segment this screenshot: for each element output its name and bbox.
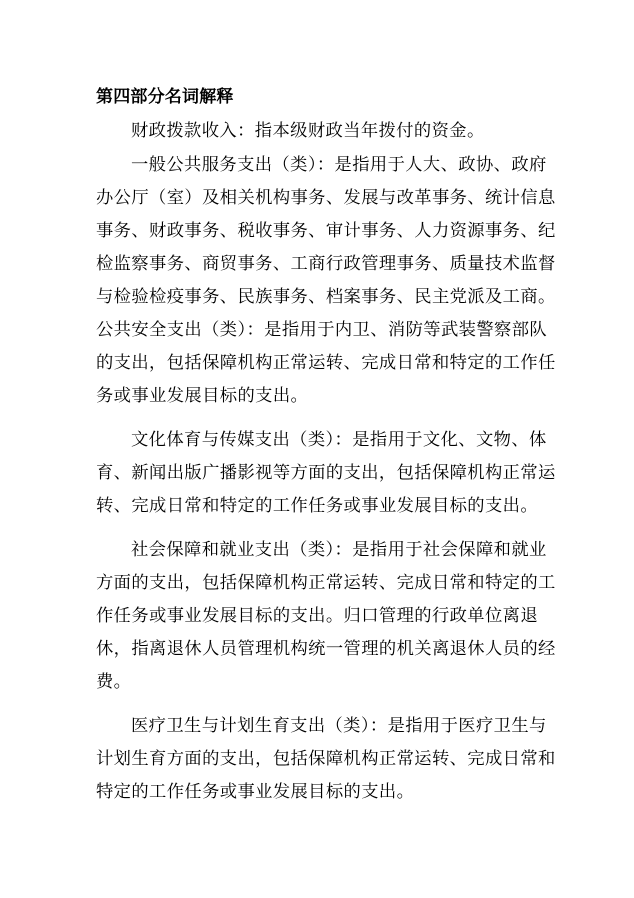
paragraph-health-family-planning-line-1: 医疗卫生与计划生育支出（类）：是指用于医疗卫生与 [131, 716, 547, 736]
paragraph-social-security-line-2: 方面的支出，包括保障机构正常运转、完成日常和特定的工 [96, 573, 556, 593]
paragraph-social-security-line-4: 休，指离退休人员管理机构统一管理的机关离退休人员的经 [96, 639, 556, 659]
paragraph-general-public-services-line-1: 一般公共服务支出（类）：是指用于人大、政协、政府 [131, 155, 547, 175]
paragraph-social-security-line-3: 作任务或事业发展目标的支出。归口管理的行政单位离退 [96, 606, 539, 626]
paragraph-general-public-services-line-4: 检监察事务、商贸事务、工商行政管理事务、质量技术监督 [96, 254, 556, 274]
paragraph-culture-sports-media-line-2: 育、新闻出版广播影视等方面的支出，包括保障机构正常运 [96, 463, 556, 483]
paragraph-social-security-line-1: 社会保障和就业支出（类）：是指用于社会保障和就业 [131, 540, 547, 560]
paragraph-health-family-planning-line-3: 特定的工作任务或事业发展目标的支出。 [96, 782, 415, 802]
paragraph-general-public-services-line-5: 与检验检疫事务、民族事务、档案事务、民主党派及工商。 [96, 287, 556, 307]
paragraph-social-security-line-5: 费。 [96, 672, 132, 692]
paragraph-fiscal-appropriation-line-1: 财政拨款收入：指本级财政当年拨付的资金。 [131, 121, 485, 141]
paragraph-general-public-services-line-2: 办公厅（室）及相关机构事务、发展与改革事务、统计信息 [96, 188, 556, 208]
paragraph-public-security-line-3: 务或事业发展目标的支出。 [96, 386, 309, 406]
paragraph-general-public-services-line-3: 事务、财政事务、税收事务、审计事务、人力资源事务、纪 [96, 221, 556, 241]
section-heading: 第四部分名词解释 [96, 87, 234, 107]
paragraph-public-security-line-1: 公共安全支出（类）：是指用于内卫、消防等武装警察部队 [96, 320, 548, 340]
paragraph-public-security-line-2: 的支出，包括保障机构正常运转、完成日常和特定的工作任 [96, 353, 556, 373]
paragraph-culture-sports-media-line-1: 文化体育与传媒支出（类）：是指用于文化、文物、体 [131, 430, 547, 450]
paragraph-health-family-planning-line-2: 计划生育方面的支出，包括保障机构正常运转、完成日常和 [96, 749, 556, 769]
paragraph-culture-sports-media-line-3: 转、完成日常和特定的工作任务或事业发展目标的支出。 [96, 496, 539, 516]
